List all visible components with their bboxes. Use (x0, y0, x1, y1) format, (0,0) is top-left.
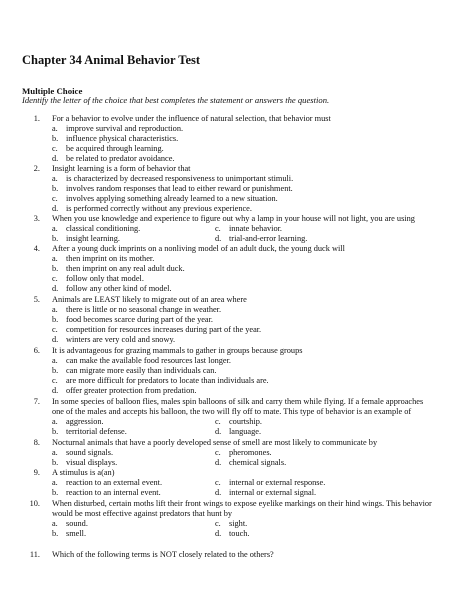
answer-option (52, 488, 161, 498)
answer-option (52, 376, 269, 386)
answer-option (52, 366, 216, 376)
option-letter: b. (52, 488, 59, 498)
option-letter: b. (52, 427, 59, 437)
option-letter: a. (52, 478, 58, 488)
option-letter: a. (52, 417, 58, 427)
option-text: then imprint on its mother. (66, 254, 155, 264)
question-number: 5. (33, 295, 40, 304)
answer-option (52, 124, 183, 134)
option-letter: b. (52, 184, 59, 194)
question-stem: Which of the following terms is NOT closely related to the others? (52, 550, 274, 559)
option-text: food becomes scarce during part of the year. (66, 315, 213, 325)
question-number: 6. (33, 346, 40, 355)
answer-option (52, 254, 154, 264)
question-stem: In some species of balloon flies, males spin balloons of silk and carry them while flying. If a female approaches (52, 397, 424, 406)
option-text: can make the available food resources last longer. (66, 356, 231, 366)
question-stem: Insight learning is a form of behavior that (52, 164, 191, 173)
option-text: can migrate more easily than individuals can. (66, 366, 217, 376)
question-stem: When you use knowledge and experience to figure out why a lamp in your house will not light, you are using (52, 214, 415, 223)
question-stem-continued: would be most effective against predators that hunt by (52, 509, 233, 519)
option-text: touch. (229, 529, 250, 539)
option-text: influence physical characteristics. (66, 134, 179, 144)
option-text: innate behavior. (229, 224, 282, 234)
answer-option (215, 448, 272, 458)
option-text: follow only that model. (66, 274, 144, 284)
option-letter: c. (215, 478, 221, 488)
answer-option (52, 144, 164, 154)
option-letter: c. (215, 224, 221, 234)
option-text: smell. (66, 529, 87, 539)
option-letter: d. (215, 234, 222, 244)
question-stem-continued: one of the males and accepts his balloon, the two will fly off to mate. This type of behavior is an example of (52, 407, 412, 417)
option-text: then imprint on any real adult duck. (66, 264, 185, 274)
option-letter: c. (215, 519, 221, 529)
option-text: aggression. (66, 417, 104, 427)
option-letter: a. (52, 305, 58, 315)
answer-option (52, 325, 261, 335)
question-number: 7. (33, 397, 40, 406)
answer-option (215, 478, 325, 488)
answer-option (52, 224, 140, 234)
option-text: improve survival and reproduction. (66, 124, 184, 134)
question-number: 3. (33, 214, 40, 223)
option-letter: b. (52, 234, 59, 244)
option-text: reaction to an external event. (66, 478, 163, 488)
instructions-text: Identify the letter of the choice that best completes the statement or answers the question. (22, 95, 330, 105)
option-letter: c. (52, 376, 58, 386)
option-letter: d. (215, 427, 222, 437)
answer-option (215, 417, 262, 427)
option-text: is characterized by decreased responsiveness to unimportant stimuli. (66, 174, 294, 184)
option-text: courtship. (229, 417, 262, 427)
question-stem: When disturbed, certain moths lift their front wings to expose eyelike markings on their hind wings. This behavior (52, 499, 432, 508)
option-text: pheromones. (229, 448, 272, 458)
answer-option (52, 204, 252, 214)
answer-option (52, 184, 293, 194)
option-letter: d. (215, 458, 222, 468)
answer-option (215, 234, 307, 244)
answer-option (52, 234, 120, 244)
answer-option (215, 427, 261, 437)
answer-option (52, 335, 175, 345)
section-heading: Multiple Choice (22, 86, 83, 96)
question-stem: Nocturnal animals that have a poorly developed sense of smell are most likely to communicate by (52, 438, 378, 447)
question-number: 2. (33, 164, 40, 173)
answer-option (52, 264, 185, 274)
option-letter: a. (52, 124, 58, 134)
option-text: competition for resources increases during part of the year. (66, 325, 262, 335)
question-number: 8. (33, 438, 40, 447)
option-letter: d. (52, 204, 59, 214)
answer-option (215, 519, 247, 529)
question-stem: After a young duck imprints on a nonliving model of an adult duck, the young duck will (52, 244, 345, 253)
option-text: there is little or no seasonal change in weather. (66, 305, 222, 315)
option-text: are more difficult for predators to locate than individuals are. (66, 376, 269, 386)
answer-option (52, 386, 196, 396)
answer-option (52, 284, 172, 294)
option-text: internal or external signal. (229, 488, 317, 498)
option-text: winters are very cold and snowy. (66, 335, 176, 345)
option-text: sound. (66, 519, 88, 529)
answer-option (52, 478, 162, 488)
question-number: 9. (33, 468, 40, 477)
question-stem: A stimulus is a(an) (52, 468, 115, 477)
question-stem: For a behavior to evolve under the influence of natural selection, that behavior must (52, 114, 331, 123)
question-number: 1. (33, 114, 40, 123)
option-text: offer greater protection from predation. (66, 386, 197, 396)
option-letter: a. (52, 519, 58, 529)
option-letter: c. (215, 448, 221, 458)
option-letter: b. (52, 529, 59, 539)
option-text: visual displays. (66, 458, 118, 468)
option-text: be related to predator avoidance. (66, 154, 175, 164)
answer-option (52, 529, 86, 539)
answer-option (215, 224, 282, 234)
answer-option (52, 417, 104, 427)
answer-option (215, 458, 286, 468)
option-text: insight learning. (66, 234, 120, 244)
option-letter: b. (52, 458, 59, 468)
option-letter: d. (52, 335, 59, 345)
option-text: chemical signals. (229, 458, 287, 468)
option-letter: a. (52, 174, 58, 184)
option-text: language. (229, 427, 262, 437)
option-letter: a. (52, 448, 58, 458)
answer-option (52, 448, 113, 458)
answer-option (52, 458, 117, 468)
option-text: follow any other kind of model. (66, 284, 172, 294)
answer-option (52, 315, 213, 325)
option-letter: d. (215, 488, 222, 498)
option-letter: a. (52, 356, 58, 366)
question-number: 10. (29, 499, 40, 508)
answer-option (52, 134, 178, 144)
option-text: reaction to an internal event. (66, 488, 161, 498)
option-letter: c. (52, 325, 58, 335)
question-stem: It is advantageous for grazing mammals to gather in groups because groups (52, 346, 303, 355)
option-letter: a. (52, 254, 58, 264)
option-letter: c. (52, 194, 58, 204)
answer-option (52, 194, 278, 204)
option-letter: c. (52, 144, 58, 154)
option-text: involves applying something already learned to a new situation. (66, 194, 278, 204)
option-letter: d. (52, 154, 59, 164)
answer-option (52, 519, 88, 529)
answer-option (52, 154, 175, 164)
question-number: 4. (33, 244, 40, 253)
option-letter: b. (52, 315, 59, 325)
option-letter: c. (215, 417, 221, 427)
document-title: Chapter 34 Animal Behavior Test (22, 53, 201, 67)
answer-option (52, 427, 127, 437)
option-letter: d. (52, 386, 59, 396)
option-text: territorial defense. (66, 427, 127, 437)
option-letter: b. (52, 264, 59, 274)
question-stem: Animals are LEAST likely to migrate out of an area where (52, 295, 247, 304)
option-letter: b. (52, 366, 59, 376)
answer-option (215, 488, 316, 498)
option-text: involves random responses that lead to either reward or punishment. (66, 184, 293, 194)
option-letter: d. (52, 284, 59, 294)
option-text: trial-and-error learning. (229, 234, 308, 244)
answer-option (52, 356, 231, 366)
option-text: be acquired through learning. (66, 144, 164, 154)
option-text: sight. (229, 519, 248, 529)
option-text: internal or external response. (229, 478, 326, 488)
option-text: is performed correctly without any previous experience. (66, 204, 252, 214)
question-number: 11. (29, 550, 40, 559)
option-letter: a. (52, 224, 58, 234)
option-letter: b. (52, 134, 59, 144)
option-text: sound signals. (66, 448, 114, 458)
answer-option (52, 305, 221, 315)
option-letter: d. (215, 529, 222, 539)
option-text: classical conditioning. (66, 224, 141, 234)
answer-option (52, 274, 144, 284)
option-letter: c. (52, 274, 58, 284)
answer-option (52, 174, 293, 184)
answer-option (215, 529, 250, 539)
